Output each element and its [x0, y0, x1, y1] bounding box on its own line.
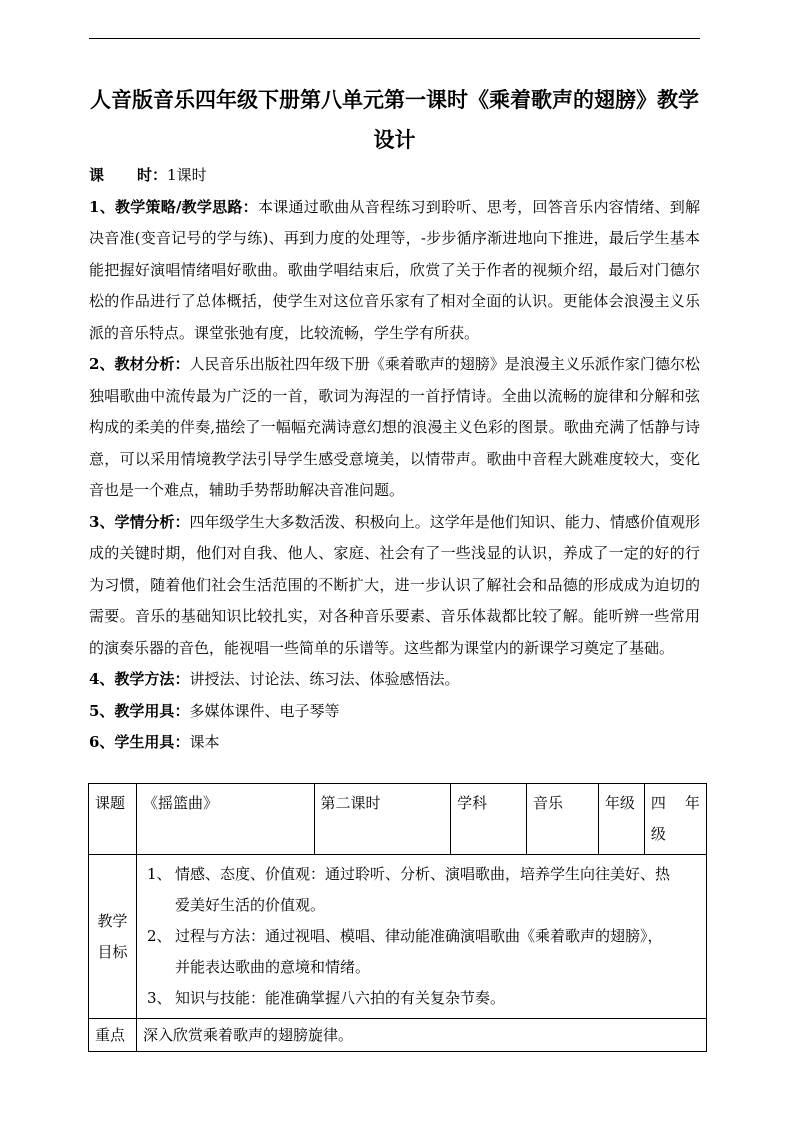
- header-rule: [89, 38, 700, 39]
- section-strategy: [89, 192, 700, 350]
- document-title: 人音版音乐四年级下册第八单元第一课时《乘着歌声的翅膀》教学设计: [90, 87, 699, 152]
- section-text: 四年级学生大多数活泼、积极向上。这学年是他们知识、能力、情感价值观形成的关键时期，他们对自我、他人、家庭、社会有了一些浅显的认识，养成了一定的好的行为习惯，随着他们社会生活范围的不断扩大，进一步认识了解社会和品德的形成成为迫切的需要。音乐的基础知识比较扎实，对各种音乐要素、音乐体裁都比较了解。能听辨一些常用的演奏乐器的音色，能视唱一些简单的乐谱等。这些都为课堂内的新课学习奠定了基础。: [89, 512, 700, 657]
- section-text: 本课通过歌曲从音程练习到聆听、思考，回答音乐内容情绪、到解决音准(变音记号的学与练)、再到力度的处理等，-步步循序渐进地向下推进，最后学生基本能把握好演唱情绪唱好歌曲。歌曲学唱结束后，欣赏了关于作者的视频介绍，最后对门德尔松的作品进行了总体概括，使学生对这位音乐家有了相对全面的认识。更能体会浪漫主义乐派的音乐特点。课堂张弛有度，比较流畅，学生学有所获。: [89, 197, 700, 342]
- section-student-tools: [89, 727, 700, 759]
- goal-item: 1、 情感、态度、价值观：通过聆听、分析、演唱歌曲，培养学生向往美好、热 爱美好生活的价值观。: [146, 865, 670, 914]
- section-text: 讲授法、讨论法、练习法、体验感悟法。: [189, 670, 460, 688]
- goals-label: 教学 目标: [89, 855, 137, 1019]
- key-point-value: 深入欣赏乘着歌声的翅膀旋律。: [136, 1019, 706, 1052]
- grade-value-top: 四 年: [650, 794, 700, 812]
- section-label: 2、教材分析：: [89, 355, 190, 373]
- class-hours-line: [89, 160, 700, 192]
- section-text: 人民音乐出版社四年级下册《乘着歌声的翅膀》是浪漫主义乐派作家门德尔松独唱歌曲中流传最为广泛的一首，歌词为海涅的一首抒情诗。全曲以流畅的旋律和分解和弦构成的柔美的伴奏,描绘了一幅幅充满诗意幻想的浪漫主义色彩的图景。歌曲充满了恬静与诗意，可以采用情境教学法引导学生感受意境美，以情带声。歌曲中音程大跳难度较大，变化音也是一个难点，辅助手势帮助解决音准问题。: [89, 355, 700, 499]
- document-body: [89, 160, 700, 759]
- key-point-label: 重点: [89, 1019, 137, 1052]
- section-text: 多媒体课件、电子琴等: [189, 701, 340, 720]
- goal-item: 2、 过程与方法：通过视唱、模唱、律动能准确演唱歌曲《乘着歌声的翅膀》， 并能表达歌曲的意境和情绪。: [146, 927, 663, 976]
- goal-item: 3、 知识与技能：能准确掌握八六拍的有关复杂节奏。: [146, 989, 505, 1007]
- section-label: 4、教学方法：: [89, 670, 190, 688]
- goals-content: [136, 855, 706, 1019]
- section-text: 课本: [189, 733, 220, 751]
- period-value: 第二课时: [314, 784, 451, 855]
- section-label: 6、学生用具：: [89, 733, 190, 751]
- section-label: 5、教学用具：: [89, 701, 190, 720]
- subject-value: 音乐: [527, 784, 599, 855]
- grade-label: 年级: [598, 784, 644, 855]
- lesson-table: [88, 783, 707, 1052]
- table-row: [89, 1019, 707, 1052]
- class-hours-value: 1课时: [167, 166, 207, 184]
- grade-value: [644, 784, 706, 855]
- topic-value: 《摇篮曲》: [136, 784, 314, 855]
- class-hours-label: 课 时：: [89, 166, 168, 184]
- section-material-analysis: [89, 349, 700, 507]
- section-label: 1、教学策略/教学思路：: [89, 197, 258, 216]
- section-teaching-methods: [89, 664, 700, 696]
- section-teaching-tools: [89, 696, 700, 728]
- grade-value-bottom: 级: [650, 825, 666, 843]
- section-label: 3、学情分析：: [89, 512, 190, 531]
- table-row: [89, 784, 707, 855]
- topic-label: 课题: [89, 784, 137, 855]
- subject-label: 学科: [451, 784, 527, 855]
- section-student-analysis: [89, 507, 700, 665]
- table-row: [89, 855, 707, 1019]
